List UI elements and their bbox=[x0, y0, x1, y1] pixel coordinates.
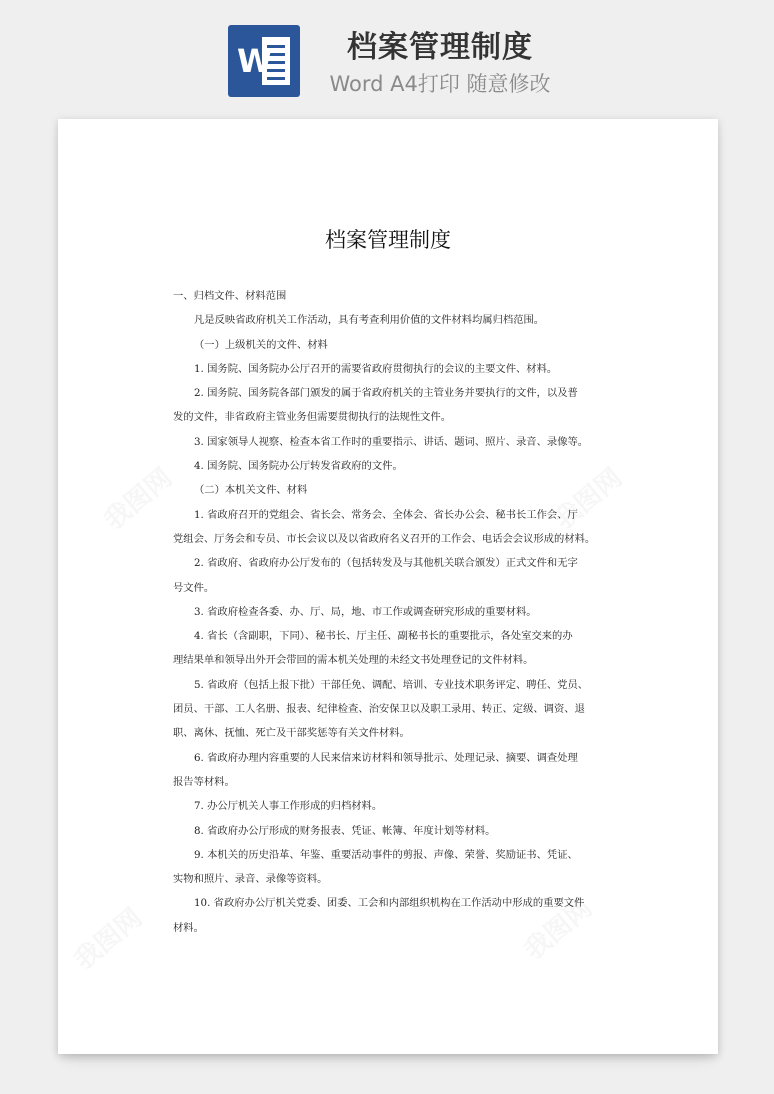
paragraph-line: 7. 办公厅机关人事工作形成的归档材料。 bbox=[194, 800, 383, 813]
paragraph-line: 职、离休、抚恤、死亡及干部奖惩等有关文件材料。 bbox=[173, 727, 410, 740]
watermark: 我图网 bbox=[99, 462, 179, 536]
paragraph-line: 6. 省政府办理内容重要的人民来信来访材料和领导批示、处理记录、摘要、调查处理 bbox=[194, 751, 578, 764]
paragraph-line: （一）上级机关的文件、材料 bbox=[194, 338, 328, 351]
paragraph-line: 1. 省政府召开的党组会、省长会、常务会、全体会、省长办公会、秘书长工作会、厅 bbox=[194, 508, 578, 521]
paragraph-line: 实物和照片、录音、录像等资料。 bbox=[173, 873, 328, 886]
paragraph-line: 5. 省政府（包括上报下批）干部任免、调配、培训、专业技术职务评定、聘任、党员、 bbox=[194, 678, 589, 691]
paragraph-line: 4. 省长（含副职，下同）、秘书长、厅主任、副秘书长的重要批示，各处室交来的办 bbox=[194, 630, 573, 643]
paragraph-line: 2. 国务院、国务院各部门颁发的属于省政府机关的主管业务并要执行的文件，以及普 bbox=[194, 387, 578, 400]
paragraph-line: 10. 省政府办公厅机关党委、团委、工会和内部组织机构在工作活动中形成的重要文件 bbox=[194, 897, 585, 910]
paragraph-line: （二）本机关文件、材料 bbox=[194, 484, 308, 497]
paragraph-line: 1. 国务院、国务院办公厅召开的需要省政府贯彻执行的会议的主要文件、材料。 bbox=[194, 362, 558, 375]
paragraph-line: 团员、干部、工人名册、报表、纪律检查、治安保卫以及职工录用、转正、定级、调资、退 bbox=[173, 703, 585, 716]
paragraph-line: 凡是反映省政府机关工作活动，具有考查利用价值的文件材料均属归档范围。 bbox=[194, 314, 545, 327]
paragraph-line: 理结果单和领导出外开会带回的需本机关处理的未经文书处理登记的文件材料。 bbox=[173, 654, 534, 667]
watermark: 我图网 bbox=[519, 892, 599, 966]
word-icon bbox=[228, 25, 300, 97]
paragraph-line: 发的文件，非省政府主管业务但需要贯彻执行的法规性文件。 bbox=[173, 411, 452, 424]
banner-title: 档案管理制度 bbox=[347, 30, 533, 65]
paragraph-line: 8. 省政府办公厅形成的财务报表、凭证、帐簿、年度计划等材料。 bbox=[194, 824, 496, 837]
paragraph-line: 2. 省政府、省政府办公厅发布的（包括转发及与其他机关联合颁发）正式文件和无字 bbox=[194, 557, 578, 570]
paragraph-line: 材料。 bbox=[173, 921, 204, 934]
word-icon-letter: W bbox=[237, 42, 273, 80]
document-page bbox=[58, 119, 718, 1054]
document-title: 档案管理制度 bbox=[325, 228, 451, 252]
paragraph-line: 党组会、厅务会和专员、市长会议以及以省政府名义召开的工作会、电话会会议形成的材料。 bbox=[173, 532, 596, 545]
watermark: 我图网 bbox=[69, 902, 149, 976]
paragraph-line: 9. 本机关的历史沿革、年鉴、重要活动事件的剪报、声像、荣誉、奖励证书、凭证、 bbox=[194, 848, 578, 861]
paragraph-line: 3. 省政府检查各委、办、厅、局，地、市工作或调查研究形成的重要材料。 bbox=[194, 605, 537, 618]
header-banner bbox=[0, 0, 774, 112]
document-body bbox=[173, 284, 603, 940]
paragraph-line: 3. 国家领导人视察、检查本省工作时的重要指示、讲话、题词、照片、录音、录像等。 bbox=[194, 435, 589, 448]
paragraph-line: 报告等材料。 bbox=[173, 775, 235, 788]
paragraph-line: 一、归档文件、材料范围 bbox=[173, 290, 287, 302]
paragraph-line: 号文件。 bbox=[173, 581, 215, 594]
paragraph-line: 4. 国务院、国务院办公厅转发省政府的文件。 bbox=[194, 460, 403, 473]
banner-subtitle: Word A4打印 随意修改 bbox=[329, 72, 551, 96]
watermark: 我图网 bbox=[549, 462, 629, 536]
